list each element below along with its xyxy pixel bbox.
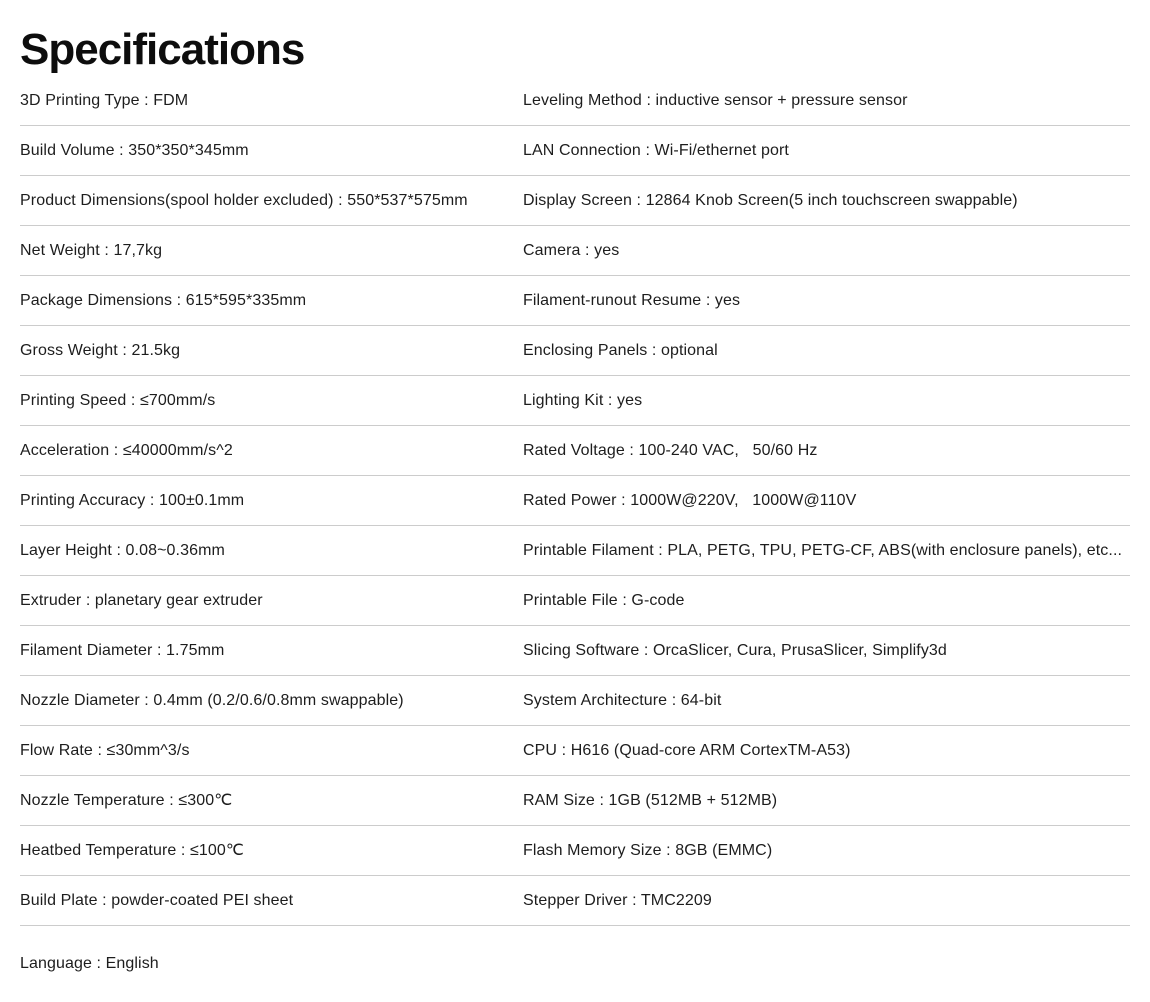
spec-cell-left: 3D Printing Type : FDM [20, 91, 189, 109]
spec-cell-left: Flow Rate : ≤30mm^3/s [20, 741, 190, 759]
spec-cell-right: Filament-runout Resume : yes [523, 291, 741, 309]
spec-row [20, 426, 1130, 476]
spec-row [20, 576, 1130, 626]
spec-cell-left: Package Dimensions : 615*595*335mm [20, 291, 307, 309]
spec-cell-left: Build Volume : 350*350*345mm [20, 141, 249, 159]
spec-row [20, 376, 1130, 426]
spec-cell-left: Extruder : planetary gear extruder [20, 591, 263, 609]
spec-cell-right: Printable Filament : PLA, PETG, TPU, PETG-CF, ABS(with enclosure panels), etc... [523, 541, 1123, 559]
spec-row [20, 226, 1130, 276]
spec-cell-right: System Architecture : 64-bit [523, 691, 722, 709]
spec-cell-right: LAN Connection : Wi-Fi/ethernet port [523, 141, 789, 159]
spec-cell-left: Language : English [20, 955, 159, 972]
spec-cell-left: Product Dimensions(spool holder excluded) : 550*537*575mm [20, 191, 468, 209]
spec-row [20, 676, 1130, 726]
spec-row [20, 126, 1130, 176]
spec-cell-right: Printable File : G-code [523, 591, 685, 609]
spec-row [20, 826, 1130, 876]
spec-cell-left: Acceleration : ≤40000mm/s^2 [20, 441, 233, 459]
spec-cell-right: Leveling Method : inductive sensor + pressure sensor [523, 91, 908, 109]
spec-row [20, 476, 1130, 526]
spec-cell-left: Gross Weight : 21.5kg [20, 341, 181, 359]
spec-row [20, 626, 1130, 676]
spec-cell-right: Stepper Driver : TMC2209 [523, 891, 712, 909]
spec-row [20, 76, 1130, 126]
spec-cell-right: Enclosing Panels : optional [523, 341, 718, 359]
spec-row [20, 926, 1130, 1002]
spec-cell-left: Heatbed Temperature : ≤100℃ [20, 841, 244, 859]
page-title: Specifications [20, 25, 305, 74]
spec-cell-right: Camera : yes [523, 241, 620, 259]
spec-row [20, 876, 1130, 926]
spec-cell-left: Filament Diameter : 1.75mm [20, 641, 225, 659]
spec-row [20, 276, 1130, 326]
spec-cell-left: Nozzle Diameter : 0.4mm (0.2/0.6/0.8mm swappable) [20, 691, 404, 709]
spec-row [20, 726, 1130, 776]
spec-cell-right: CPU : H616 (Quad-core ARM CortexTM-A53) [523, 741, 851, 759]
spec-cell-left: Printing Speed : ≤700mm/s [20, 391, 216, 409]
spec-row [20, 526, 1130, 576]
spec-cell-left: Build Plate : powder-coated PEI sheet [20, 891, 294, 909]
spec-row [20, 176, 1130, 226]
spec-row [20, 776, 1130, 826]
spec-cell-left: Layer Height : 0.08~0.36mm [20, 541, 225, 559]
spec-cell-right: RAM Size : 1GB (512MB + 512MB) [523, 791, 778, 809]
spec-cell-left: Printing Accuracy : 100±0.1mm [20, 491, 245, 509]
spec-cell-left: Net Weight : 17,7kg [20, 241, 163, 259]
spec-row [20, 326, 1130, 376]
spec-table [20, 76, 1130, 1002]
spec-cell-right: Display Screen : 12864 Knob Screen(5 inch touchscreen swappable) [523, 191, 1018, 209]
spec-cell-right: Rated Voltage : 100-240 VAC, 50/60 Hz [523, 441, 818, 459]
spec-cell-right: Lighting Kit : yes [523, 391, 643, 409]
spec-cell-right: Flash Memory Size : 8GB (EMMC) [523, 841, 773, 859]
spec-cell-left: Nozzle Temperature : ≤300℃ [20, 791, 233, 809]
spec-cell-right: Slicing Software : OrcaSlicer, Cura, PrusaSlicer, Simplify3d [523, 641, 947, 659]
spec-cell-right: Rated Power : 1000W@220V, 1000W@110V [523, 491, 857, 509]
